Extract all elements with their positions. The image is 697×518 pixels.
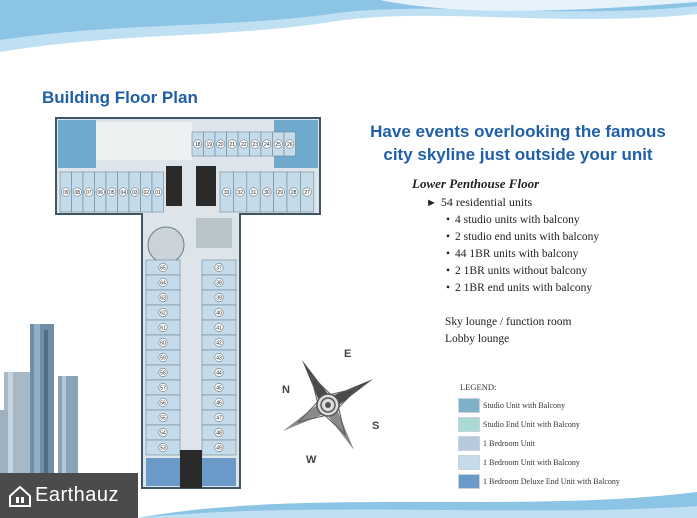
unit-number-label: 22 bbox=[240, 142, 247, 148]
unit-number-label: 33 bbox=[223, 190, 230, 196]
unit-number-label: 43 bbox=[216, 355, 222, 362]
unit-number-label: 42 bbox=[216, 340, 222, 347]
unit-number-label: 56 bbox=[160, 400, 166, 407]
list-item: • 2 1BR end units with balcony bbox=[446, 280, 692, 297]
legend-item bbox=[458, 455, 620, 470]
headline bbox=[348, 120, 688, 166]
unit-number-label: 40 bbox=[216, 310, 222, 317]
legend-label: 1 Bedroom Deluxe End Unit with Balcony bbox=[483, 477, 620, 486]
legend-swatch bbox=[458, 398, 480, 413]
list-item: • 44 1BR units with balcony bbox=[446, 246, 692, 263]
unit-number-label: 24 bbox=[263, 142, 270, 148]
unit-number-label: 29 bbox=[277, 190, 284, 196]
legend-label: Studio Unit with Balcony bbox=[483, 401, 565, 410]
unit-number-label: 54 bbox=[160, 430, 166, 437]
unit-number-label: 53 bbox=[160, 445, 166, 452]
legend-item bbox=[458, 417, 620, 432]
unit-number-label: 04 bbox=[120, 190, 127, 196]
unit-number-label: 08 bbox=[74, 190, 81, 196]
unit-number-label: 58 bbox=[160, 370, 166, 377]
legend-label: 1 Bedroom Unit bbox=[483, 439, 535, 448]
unit-number-label: 07 bbox=[85, 190, 92, 196]
house-logo-icon bbox=[8, 484, 32, 508]
legend-item bbox=[458, 398, 620, 413]
unit-number-label: 32 bbox=[237, 190, 243, 196]
unit-number-label: 63 bbox=[160, 295, 166, 302]
unit-number-label: 09 bbox=[62, 190, 69, 196]
unit-number-label: 05 bbox=[108, 190, 115, 196]
top-wave-decoration bbox=[0, 0, 697, 70]
headline-line-1: Have events overlooking the famous bbox=[370, 122, 666, 141]
unit-number-label: 39 bbox=[216, 295, 222, 302]
unit-number-label: 31 bbox=[250, 190, 257, 196]
compass-label-n: N bbox=[282, 384, 290, 396]
unit-total bbox=[426, 195, 692, 210]
legend-swatch bbox=[458, 417, 480, 432]
legend-label: 1 Bedroom Unit with Balcony bbox=[483, 458, 580, 467]
unit-number-label: 55 bbox=[160, 415, 166, 422]
unit-number-label: 44 bbox=[216, 370, 222, 377]
unit-breakdown-list bbox=[412, 212, 692, 297]
compass-label-w: W bbox=[306, 454, 317, 465]
unit-number-label: 19 bbox=[206, 142, 213, 148]
unit-number-label: 46 bbox=[216, 400, 222, 407]
legend-item bbox=[458, 436, 620, 451]
unit-number-label: 60 bbox=[160, 340, 166, 347]
unit-number-label: 57 bbox=[160, 385, 166, 392]
unit-number-label: 61 bbox=[160, 325, 166, 332]
unit-number-label: 20 bbox=[217, 142, 224, 148]
legend-label: Studio End Unit with Balcony bbox=[483, 420, 580, 429]
unit-number-label: 26 bbox=[286, 142, 293, 148]
unit-number-label: 48 bbox=[216, 430, 222, 437]
unit-number-label: 18 bbox=[194, 142, 201, 148]
brand-name: Earthauz bbox=[35, 484, 120, 506]
list-item: • 4 studio units with balcony bbox=[446, 212, 692, 229]
unit-number-label: 45 bbox=[216, 385, 222, 392]
compass-label-s: S bbox=[372, 420, 380, 432]
unit-number-label: 01 bbox=[154, 190, 161, 196]
unit-number-label: 59 bbox=[160, 355, 166, 362]
unit-number-label: 64 bbox=[160, 280, 166, 287]
headline-line-2: city skyline just outside your unit bbox=[383, 145, 653, 164]
compass-label-e: E bbox=[344, 348, 352, 360]
legend-title: LEGEND: bbox=[460, 382, 497, 392]
page-title: Building Floor Plan bbox=[42, 88, 198, 107]
unit-number-label: 21 bbox=[229, 142, 236, 148]
unit-number-label: 47 bbox=[216, 415, 222, 422]
brand-logo bbox=[0, 473, 138, 518]
list-item: • 2 1BR units without balcony bbox=[446, 263, 692, 280]
amenity-item: Lobby lounge bbox=[445, 333, 510, 345]
floor-details bbox=[412, 176, 692, 297]
unit-total-text: 54 residential units bbox=[440, 195, 533, 209]
unit-number-label: 25 bbox=[275, 142, 282, 148]
amenity-item: Sky lounge / function room bbox=[445, 316, 572, 328]
unit-number-label: 38 bbox=[216, 280, 222, 287]
unit-number-label: 23 bbox=[252, 142, 259, 148]
floor-name: Lower Penthouse Floor bbox=[412, 176, 540, 191]
unit-number-label: 27 bbox=[304, 190, 310, 196]
unit-number-label: 65 bbox=[160, 265, 166, 272]
legend bbox=[460, 382, 620, 493]
unit-number-label: 41 bbox=[216, 325, 222, 332]
unit-number-label: 49 bbox=[216, 445, 222, 452]
arrow-right-icon: ► bbox=[426, 197, 437, 209]
unit-number-label: 30 bbox=[264, 190, 270, 196]
unit-number-label: 02 bbox=[143, 190, 150, 196]
unit-number-label: 03 bbox=[131, 190, 138, 196]
unit-number-label: 62 bbox=[160, 310, 166, 317]
unit-number-label: 28 bbox=[290, 190, 297, 196]
amenities-list bbox=[445, 314, 572, 348]
legend-swatch bbox=[458, 436, 480, 451]
legend-swatch bbox=[458, 455, 480, 470]
unit-number-label: 06 bbox=[97, 190, 104, 196]
compass-rose-icon bbox=[268, 345, 388, 465]
unit-number-label: 37 bbox=[216, 265, 222, 272]
list-item: • 2 studio end units with balcony bbox=[446, 229, 692, 246]
